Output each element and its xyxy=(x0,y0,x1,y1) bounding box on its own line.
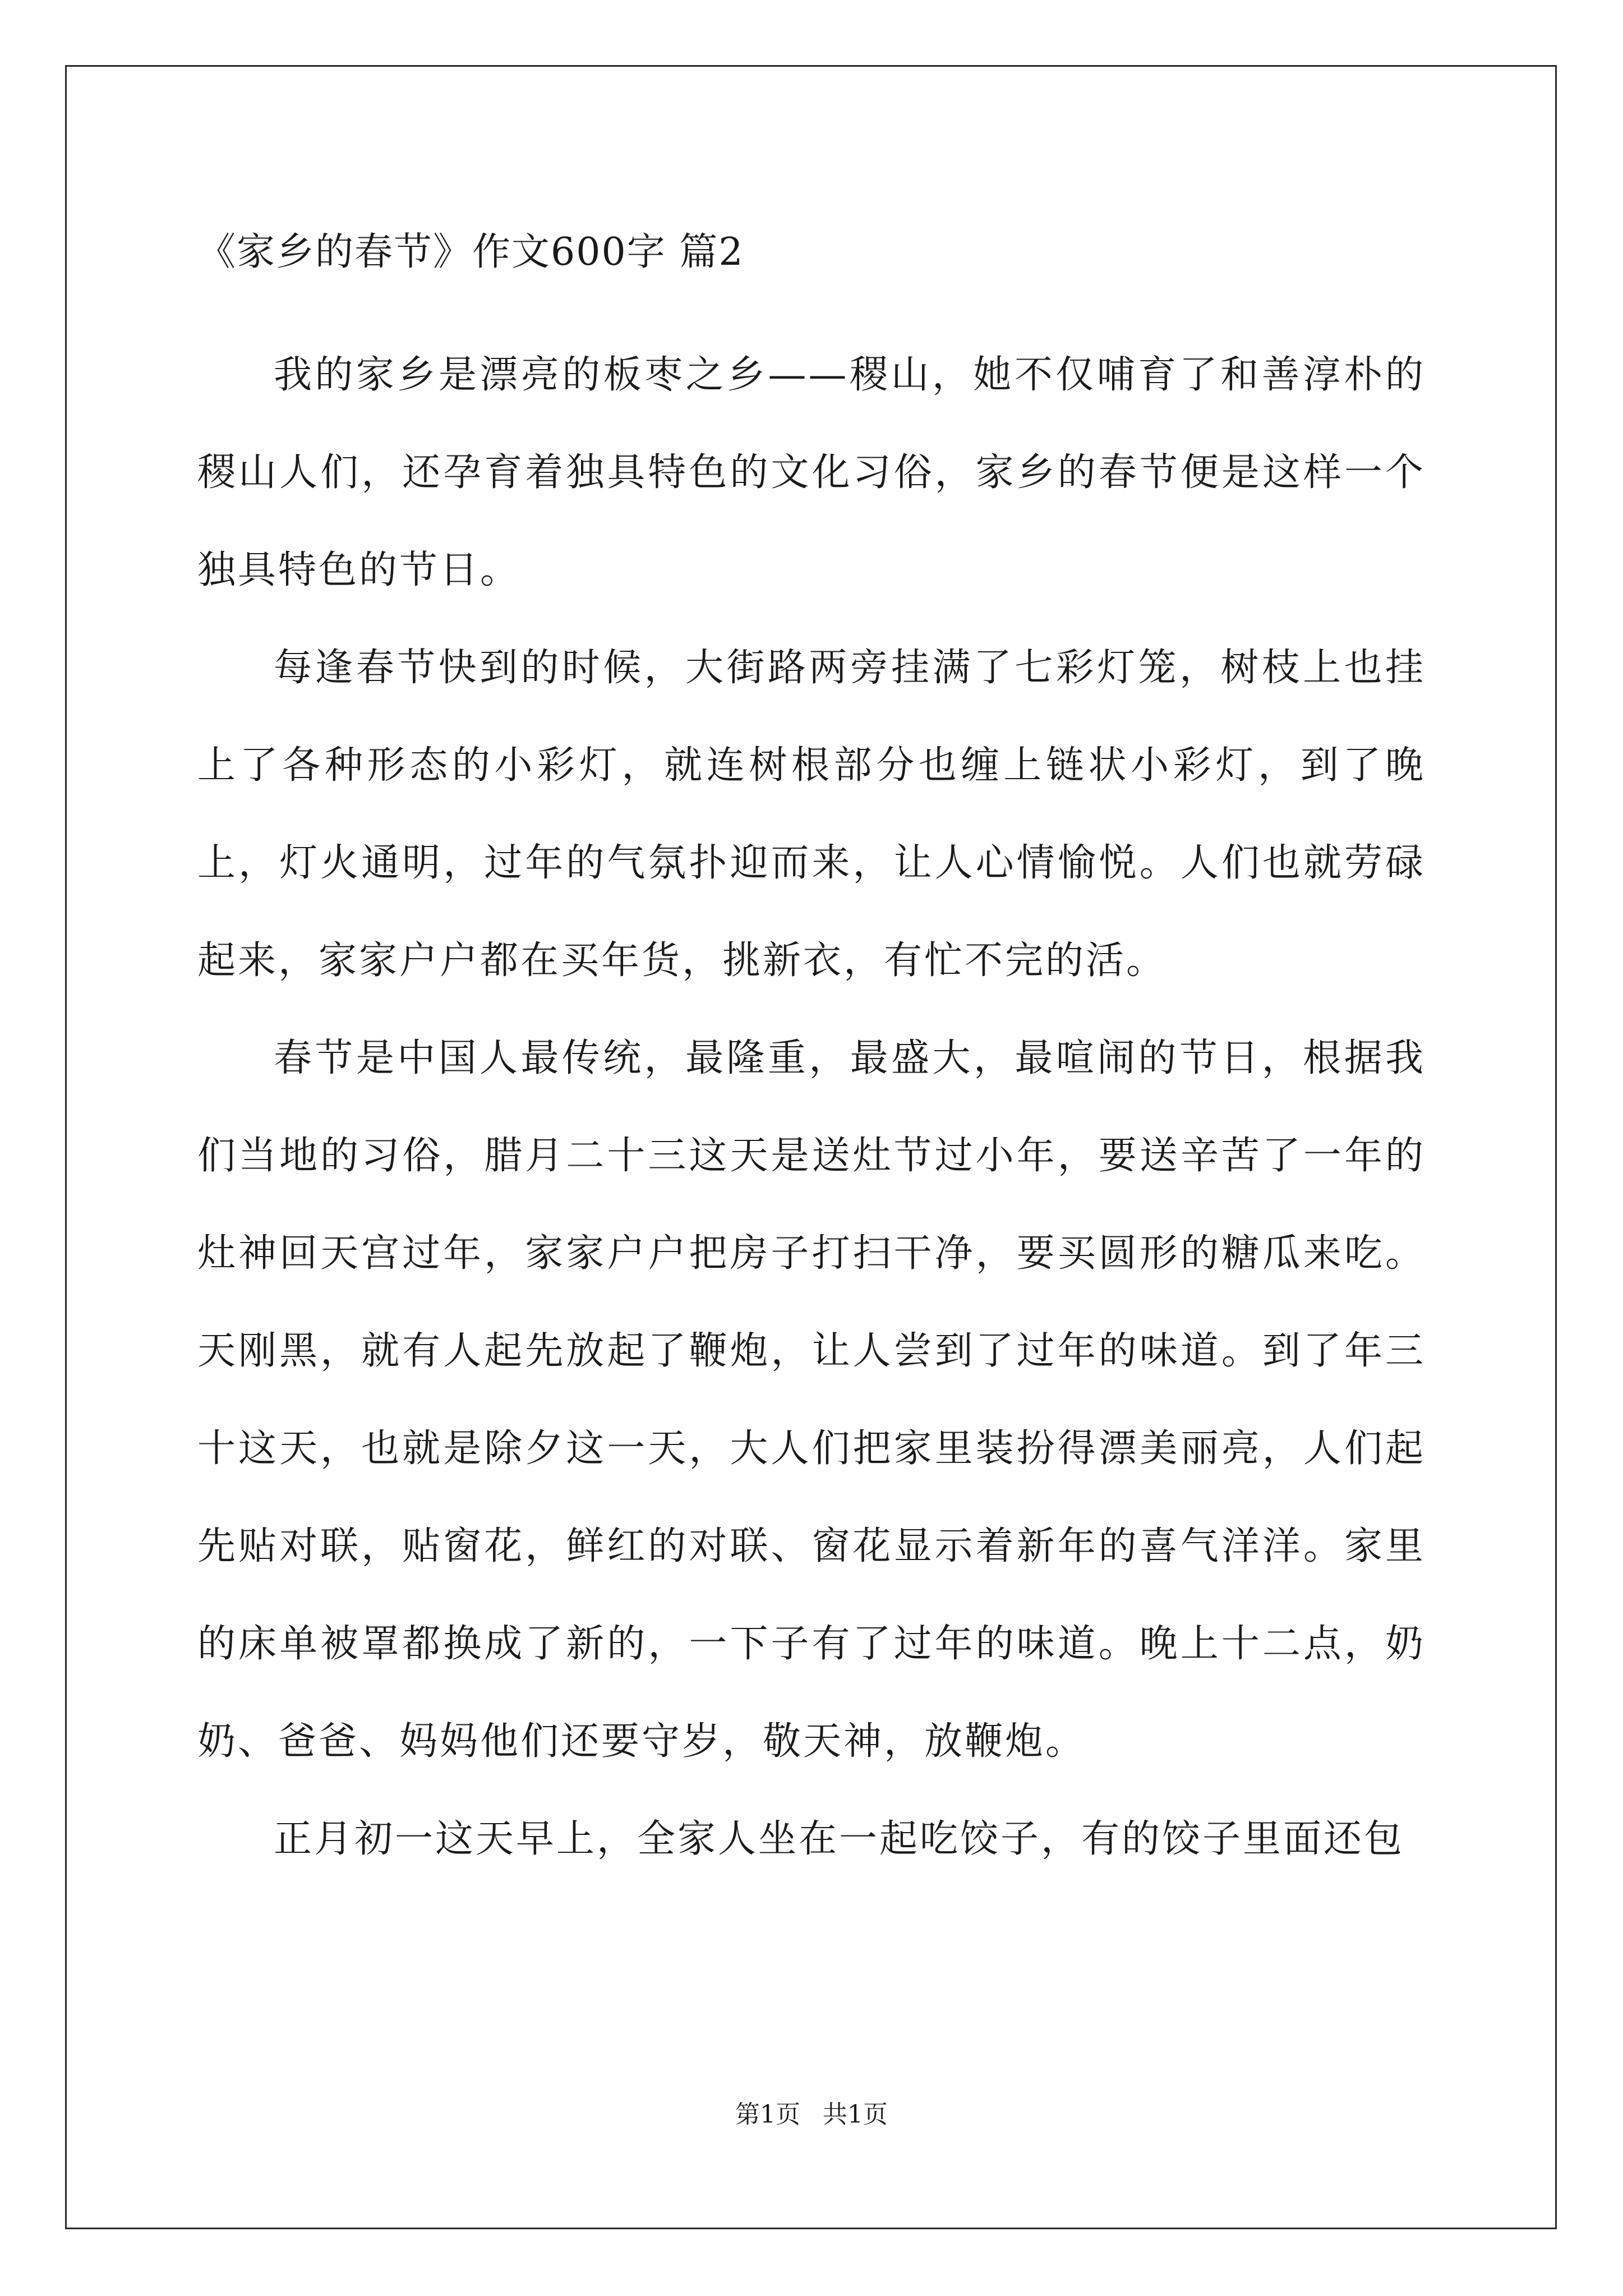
document-title: 《家乡的春节》作文600字 篇2 xyxy=(197,230,744,274)
paragraph-4: 正月初一这天早上，全家人坐在一起吃饺子，有的饺子里面还包 xyxy=(274,1817,1405,1861)
paragraph-2: 每逢春节快到的时候，大街路两旁挂满了七彩灯笼，树枝上也挂上了各种形态的小彩灯，就连树根部分也缠上链状小彩灯，到了晚上，灯火通明，过年的气氛扑迎而来，让人心情愉悦。人们也就劳碌起来，家家户户都在买年货，挑新衣，有忙不完的活。 xyxy=(197,646,1426,983)
document-body xyxy=(197,326,1426,1888)
page-total: 共1页 xyxy=(823,2100,888,2129)
paragraph-1: 我的家乡是漂亮的板枣之乡——稷山，她不仅哺育了和善淳朴的稷山人们，还孕育着独具特色的文化习俗，家乡的春节便是这样一个独具特色的节日。 xyxy=(197,353,1426,592)
paragraph-3: 春节是中国人最传统，最隆重，最盛大，最喧闹的节日，根据我们当地的习俗，腊月二十三这天是送灶节过小年，要送辛苦了一年的灶神回天宫过年，家家户户把房子打扫干净，要买圆形的糖瓜来吃。天刚黑，就有人起先放起了鞭炮，让人尝到了过年的味道。到了年三十这天，也就是除夕这一天，大人们把家里装扮得漂美丽亮，人们起先贴对联，贴窗花，鲜红的对联、窗花显示着新年的喜气洋洋。家里的床单被罩都换成了新的，一下子有了过年的味道。晚上十二点，奶奶、爸爸、妈妈他们还要守岁，敬天神，放鞭炮。 xyxy=(197,1036,1426,1764)
page-number: 第1页 xyxy=(735,2100,800,2129)
page-footer xyxy=(0,2098,1623,2132)
